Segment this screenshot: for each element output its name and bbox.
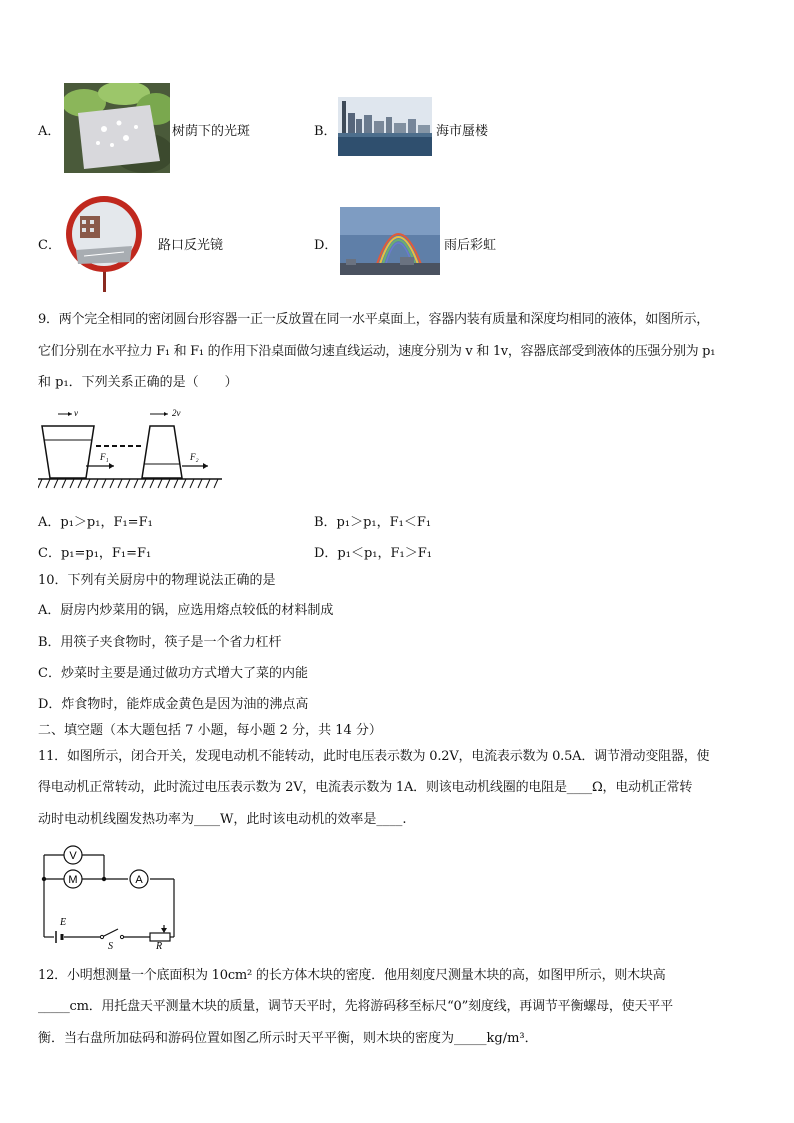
q9-option-c: C．p₁=p₁，F₁=F₁ (38, 546, 152, 561)
q11-stem-line2: 得电动机正常转动，此时流过电压表示数为 2V，电流表示数为 1A．则该电动机线圈的电阻是____Ω，电动机正常转 (38, 780, 693, 795)
q9-option-b: B．p₁＞p₁，F₁＜F₁ (314, 515, 432, 530)
q9-option-d: D．p₁＜p₁，F₁＞F₁ (314, 546, 432, 561)
option-c-letter: C． (38, 238, 61, 253)
option-b-caption: 海市蜃楼 (436, 124, 489, 139)
ammeter-label: A (135, 874, 143, 886)
rheostat-label: R (156, 941, 163, 949)
shadow-light-spots-image (64, 83, 170, 173)
velocity-v-label: v (74, 408, 78, 418)
rainbow-image (340, 207, 440, 275)
q9-stem-line3: 和 p₁．下列关系正确的是（ ） (38, 375, 238, 390)
q12-stem-line2: _____cm．用托盘天平测量木块的质量，调节天平时，先将游码移至标尺“0”刻度线，再调节平衡螺母，使天平平 (38, 999, 673, 1014)
q9-stem-line1: 9．两个完全相同的密闭圆台形容器一正一反放置在同一水平桌面上，容器内装有质量和深度均相同的液体，如图所示， (38, 312, 710, 327)
section-2-heading: 二、填空题（本大题包括 7 小题，每小题 2 分，共 14 分） (38, 723, 382, 738)
mirage-image (338, 97, 432, 156)
voltmeter-label: V (69, 850, 77, 862)
velocity-2v-label: 2v (172, 408, 181, 418)
option-a-caption: 树荫下的光斑 (172, 124, 251, 139)
q10-option-b: B．用筷子夹食物时，筷子是一个省力杠杆 (38, 635, 282, 650)
q9-stem-line2: 它们分别在水平拉力 F₁ 和 F₁ 的作用下沿桌面做匀速直线运动，速度分别为 v 和 1v，容器底部受到液体的压强分别为 p₁ (38, 344, 716, 359)
q11-stem-line3: 动时电动机线圈发热功率为____W，此时该电动机的效率是____. (38, 812, 407, 827)
option-d-caption: 雨后彩虹 (444, 238, 497, 253)
force-f1-label: F₁ (100, 452, 109, 462)
motor-label: M (68, 874, 78, 886)
convex-mirror-image (64, 190, 144, 292)
option-b-letter: B． (314, 124, 337, 139)
q12-stem-line3: 衡．当右盘所加砝码和游码位置如图乙所示时天平平衡，则木块的密度为_____kg/m³． (38, 1031, 538, 1046)
option-d-letter: D． (314, 238, 338, 253)
q12-stem-line1: 12．小明想测量一个底面积为 10cm² 的长方体木块的密度．他用刻度尺测量木块的高，如图甲所示，则木块高 (38, 968, 666, 983)
force-f2-label: F₂ (190, 452, 199, 462)
q10-option-a: A．厨房内炒菜用的锅，应选用熔点较低的材料制成 (38, 603, 334, 618)
q10-stem: 10．下列有关厨房中的物理说法正确的是 (38, 573, 276, 588)
source-label: E (60, 917, 67, 928)
option-a-letter: A． (38, 124, 61, 139)
q11-stem-line1: 11．如图所示，闭合开关，发现电动机不能转动，此时电压表示数为 0.2V，电流表示数为 0.5A．调节滑动变阻器，使 (38, 749, 710, 764)
q9-containers-figure (38, 402, 222, 494)
q11-circuit-diagram (38, 843, 180, 949)
q9-option-a: A．p₁＞p₁，F₁=F₁ (38, 515, 153, 530)
switch-label: S (108, 941, 113, 949)
option-c-caption: 路口反光镜 (158, 238, 224, 253)
q10-option-d: D．炸食物时，能炸成金黄色是因为油的沸点高 (38, 697, 309, 712)
q10-option-c: C．炒菜时主要是通过做功方式增大了菜的内能 (38, 666, 308, 681)
